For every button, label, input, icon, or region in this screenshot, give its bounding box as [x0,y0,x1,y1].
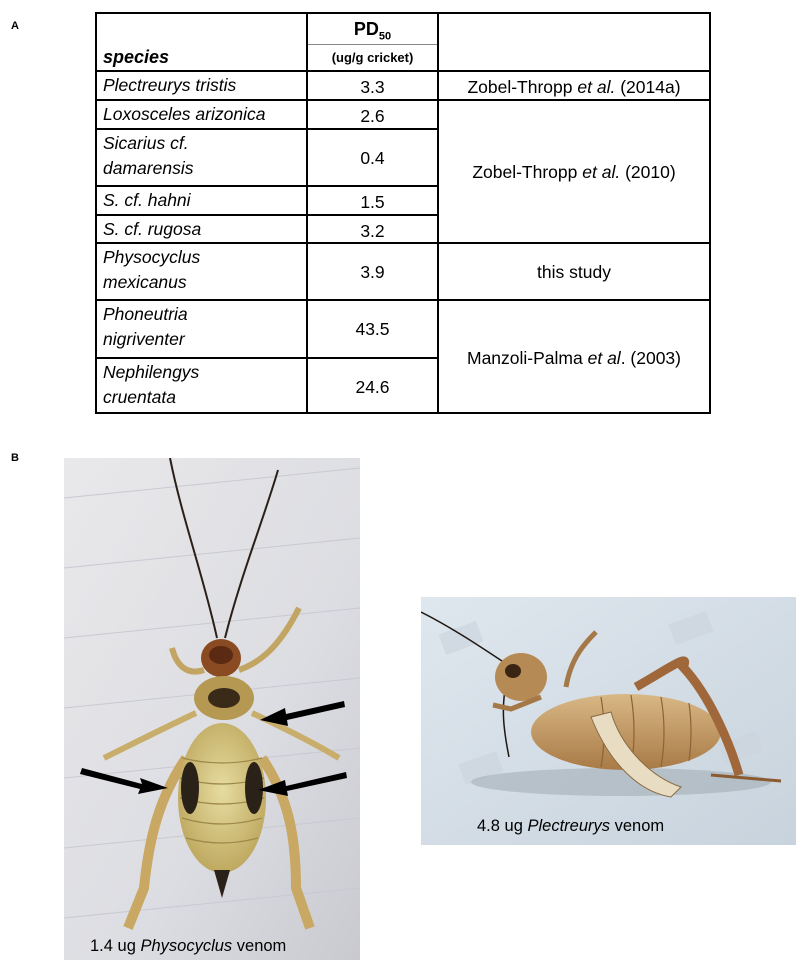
caption-tail: venom [236,937,287,955]
ref-etal: et al [587,348,621,368]
row-divider [97,185,438,187]
species-cell: S. cf. hahni [103,190,191,210]
reference-cell [439,77,709,98]
species-cell: S. cf. rugosa [103,219,202,239]
ref-etal: et al. [582,162,621,182]
row-divider [97,128,438,130]
caption-dose: 1.4 ug [90,937,136,955]
pd-subscript: 50 [378,30,392,43]
ref-year: (2010) [625,162,676,182]
reference-cell [439,348,709,369]
ref-author: Manzoli-Palma [467,348,583,368]
species-line: nigriventer [103,329,185,349]
value-cell: 1.5 [360,192,385,212]
ref-author: Zobel-Thropp [467,77,573,97]
value-cell: 2.6 [360,106,385,126]
species-line: damarensis [103,158,194,178]
value-cell: 3.3 [360,77,385,97]
species-line: Physocyclus [103,247,201,267]
panel-label-b: B [11,452,19,464]
species-cell [103,131,193,181]
ref-year: (2014a) [620,77,681,97]
species-cell [103,360,199,410]
header-subdivider [308,44,437,45]
cricket-ventral-photo [64,458,360,960]
ref-author: Zobel-Thropp [472,162,578,182]
unit-header: (ug/g cricket) [331,50,414,65]
cricket-lateral-image [421,597,796,845]
caption-dose: 4.8 ug [477,817,523,835]
value-cell: 3.9 [360,262,385,282]
row-divider [97,214,438,216]
right-photo-caption [477,817,664,836]
value-cell: 0.4 [360,148,385,168]
value-cell: 3.2 [360,221,385,241]
caption-tail: venom [614,817,665,835]
row-divider [97,357,438,359]
pd50-header [308,19,437,43]
caption-genus: Plectreurys [527,817,610,835]
row-divider [97,70,709,72]
species-header: species [103,47,170,67]
row-divider [97,242,709,244]
species-cell: Plectreurys tristis [103,75,237,95]
reference-cell [439,162,709,183]
value-cell: 43.5 [355,319,390,339]
ref-year: . (2003) [620,348,681,368]
species-cell [103,302,188,352]
caption-genus: Physocyclus [140,937,233,955]
species-line: Nephilengys [103,362,200,382]
species-line: Sicarius cf. [103,133,189,153]
pd-label: PD [353,19,379,39]
reference-cell: this study [537,262,611,282]
species-cell [103,245,200,295]
species-line: mexicanus [103,272,187,292]
left-photo-caption [90,937,286,956]
cricket-ventral-image [64,458,360,960]
row-divider [97,99,709,101]
row-divider [97,299,709,301]
value-cell: 24.6 [355,377,390,397]
cricket-lateral-photo [421,597,796,845]
species-line: cruentata [103,387,176,407]
panel-label-a: A [11,20,19,32]
pd50-table [95,12,711,414]
ref-etal: et al. [577,77,616,97]
species-line: Phoneutria [103,304,188,324]
col-divider-1 [306,14,308,412]
species-cell: Loxosceles arizonica [103,104,266,124]
